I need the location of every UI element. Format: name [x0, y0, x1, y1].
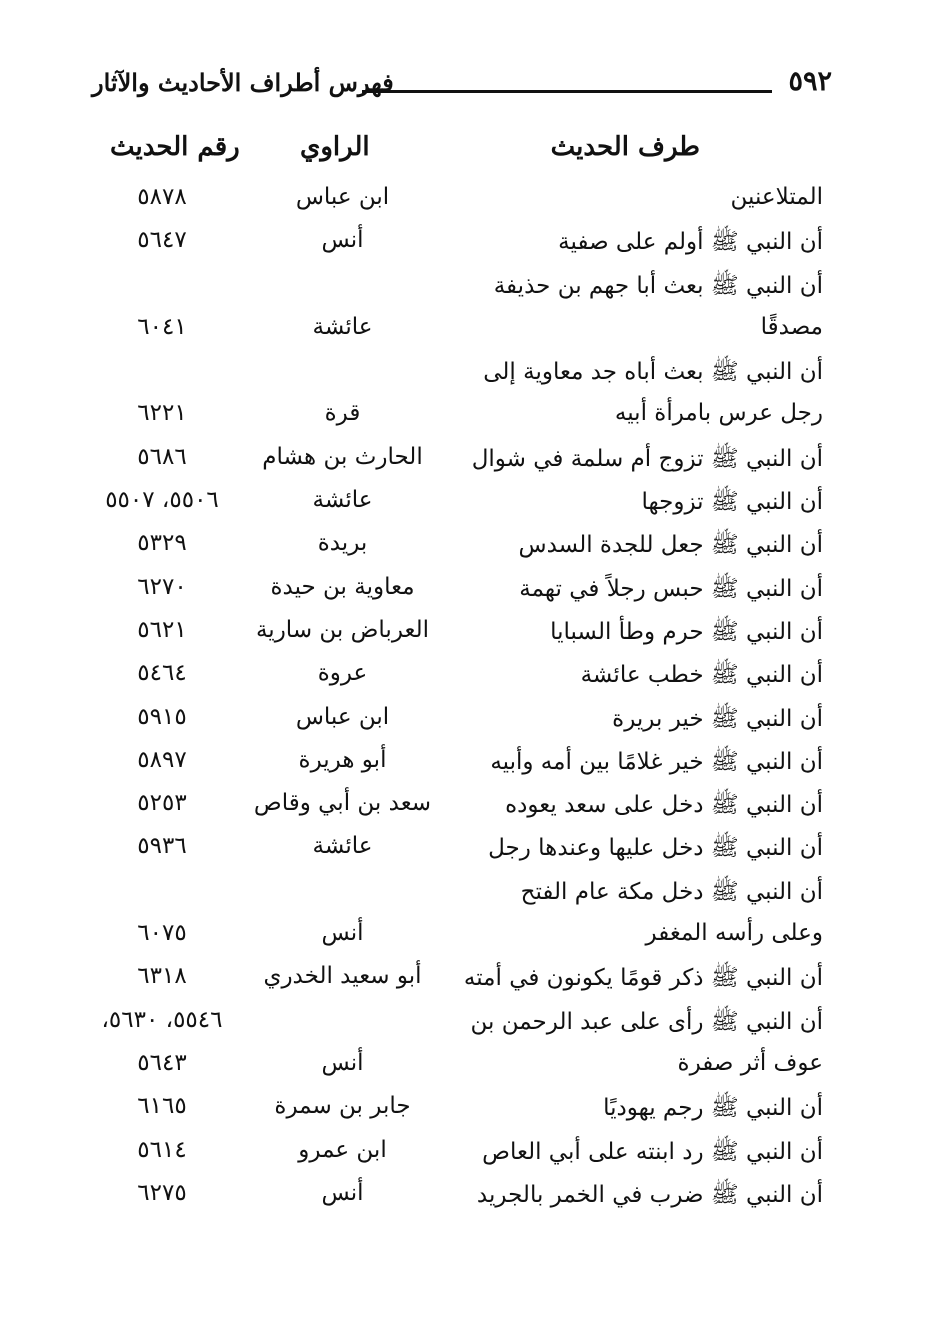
hadith-text: أن النبي ﷺ حبس رجلاً في تهمة [519, 575, 823, 602]
hadith-text: أن النبي ﷺ دخل عليها وعندها رجل [488, 835, 823, 862]
index-entry [0, 310, 925, 353]
narrator-name: جابر بن سمرة [274, 1093, 411, 1120]
narrator-name: أبو سعيد الخدري [263, 963, 422, 990]
narrator-name: ابن عباس [295, 184, 390, 210]
narrator-name: أنس [321, 1179, 364, 1206]
index-entry [0, 1046, 925, 1089]
index-entry [0, 613, 925, 656]
header-rule [362, 90, 772, 93]
hadith-text: أن النبي ﷺ حرم وطأ السبايا [550, 618, 823, 645]
index-entry [0, 267, 925, 310]
hadith-number: ٦٠٧٥ [137, 920, 187, 947]
hadith-number: ٥٦٨٦ [137, 443, 187, 470]
narrator-name: ابن عباس [295, 703, 390, 730]
hadith-number: ٥٦١٤ [137, 1136, 187, 1163]
running-title: فهرس أطراف الأحاديث والآثار [92, 68, 394, 97]
index-entry [0, 916, 925, 959]
hadith-number: ٥٣٢٩ [137, 530, 187, 557]
hadith-number: ٥٢٥٣ [137, 790, 187, 817]
index-entry [0, 180, 925, 223]
hadith-text: أن النبي ﷺ ذكر قومًا يكونون في أمته [463, 965, 823, 992]
hadith-text: أن النبي ﷺ دخل على سعد يعوده [505, 792, 823, 819]
narrator-name: قرة [324, 400, 361, 427]
index-entry [0, 1176, 925, 1219]
column-header-number: رقم الحديث [110, 132, 240, 162]
narrator-name: بريدة [317, 530, 368, 557]
hadith-text: أن النبي ﷺ خير بريرة [612, 705, 823, 732]
hadith-text: المتلاعنين [730, 184, 823, 210]
hadith-number: ٥٥٤٦، ٥٦٣٠، [101, 1006, 223, 1033]
hadith-text: أن النبي ﷺ أولم على صفية [558, 229, 823, 256]
hadith-text: مصدقًا [760, 313, 823, 340]
hadith-number: ٥٦٤٧ [137, 227, 187, 254]
hadith-number: ٥٩١٥ [137, 703, 187, 730]
hadith-number: ٦٢٧٥ [137, 1179, 187, 1206]
narrator-name: العرباض بن سارية [255, 616, 430, 643]
hadith-text: أن النبي ﷺ دخل مكة عام الفتح [520, 878, 823, 905]
index-entry [0, 223, 925, 266]
index-entry [0, 1133, 925, 1176]
hadith-text: أن النبي ﷺ بعث أبا جهم بن حذيفة [493, 272, 823, 299]
index-entries [0, 180, 925, 1219]
narrator-name: عائشة [312, 313, 373, 340]
narrator-name: أبو هريرة [298, 746, 387, 773]
column-header-narrator: الراوي [300, 132, 370, 162]
hadith-text: عوف أثر صفرة [677, 1049, 823, 1076]
column-headers [90, 132, 830, 172]
narrator-name: عروة [317, 660, 368, 687]
index-entry [0, 873, 925, 916]
hadith-text: أن النبي ﷺ بعث أباه جد معاوية إلى [483, 359, 823, 386]
running-header [92, 66, 832, 106]
index-entry [0, 570, 925, 613]
hadith-number: ٥٨٧٨ [137, 184, 187, 210]
index-entry [0, 1003, 925, 1046]
hadith-number: ٥٦٤٣ [137, 1049, 187, 1076]
hadith-number: ٦٢٧٠ [137, 573, 187, 600]
narrator-name: معاوية بن حيدة [270, 573, 415, 600]
hadith-number: ٥٥٠٦، ٥٥٠٧ [105, 487, 219, 514]
hadith-number: ٦١٦٥ [137, 1093, 187, 1120]
index-entry [0, 786, 925, 829]
narrator-name: عائشة [312, 833, 373, 860]
index-entry [0, 829, 925, 872]
hadith-text: وعلى رأسه المغفر [645, 920, 823, 947]
hadith-text: أن النبي ﷺ تزوجها [641, 489, 823, 516]
hadith-text: أن النبي ﷺ رد ابنته على أبي العاص [482, 1138, 823, 1165]
hadith-number: ٥٤٦٤ [137, 660, 187, 687]
narrator-name: عائشة [312, 487, 373, 514]
hadith-number: ٦٢٢١ [137, 400, 187, 427]
index-entry [0, 440, 925, 483]
index-entry [0, 959, 925, 1002]
index-entry [0, 396, 925, 439]
index-entry [0, 700, 925, 743]
index-entry [0, 353, 925, 396]
hadith-text: أن النبي ﷺ رجم يهوديًا [603, 1095, 823, 1122]
index-entry [0, 656, 925, 699]
hadith-text: أن النبي ﷺ جعل للجدة السدس [518, 532, 823, 559]
page-number: ٥٩٢ [788, 66, 832, 97]
index-entry [0, 483, 925, 526]
hadith-number: ٦٠٤١ [137, 313, 187, 340]
narrator-name: أنس [321, 227, 364, 254]
index-entry [0, 526, 925, 569]
column-header-hadith: طرف الحديث [550, 132, 700, 162]
hadith-text: أن النبي ﷺ ضرب في الخمر بالجريد [476, 1181, 823, 1208]
hadith-text: أن النبي ﷺ رأى على عبد الرحمن بن [470, 1008, 823, 1035]
hadith-text: أن النبي ﷺ خير غلامًا بين أمه وأبيه [490, 748, 823, 775]
narrator-name: الحارث بن هشام [262, 443, 423, 470]
index-entry [0, 1089, 925, 1132]
narrator-name: أنس [321, 920, 364, 947]
narrator-name: ابن عمرو [298, 1136, 387, 1163]
hadith-text: رجل عرس بامرأة أبيه [614, 400, 823, 427]
hadith-text: أن النبي ﷺ تزوج أم سلمة في شوال [471, 445, 823, 472]
narrator-name: سعد بن أبي وقاص [253, 790, 432, 817]
hadith-number: ٥٩٣٦ [137, 833, 187, 860]
hadith-number: ٦٣١٨ [137, 963, 187, 990]
hadith-number: ٥٦٢١ [137, 616, 187, 643]
hadith-text: أن النبي ﷺ خطب عائشة [580, 662, 823, 689]
hadith-number: ٥٨٩٧ [137, 746, 187, 773]
narrator-name: أنس [321, 1049, 364, 1076]
index-entry [0, 743, 925, 786]
